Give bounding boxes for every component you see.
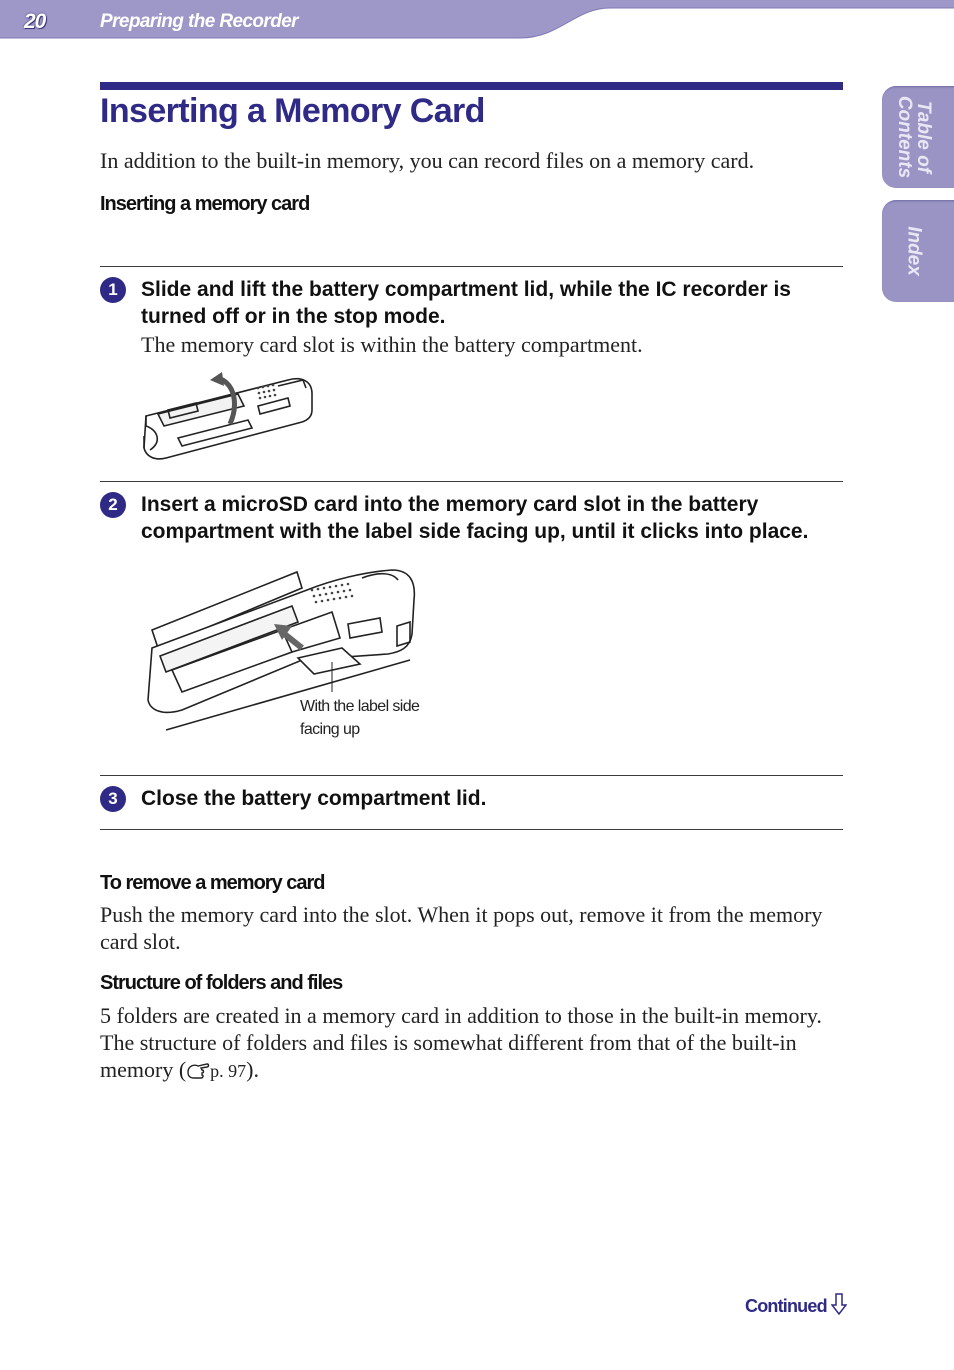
recorder-lid-illustration: [138, 366, 318, 466]
tab-toc-label: Table of Contents: [894, 95, 934, 179]
continued-label: Continued: [745, 1296, 827, 1316]
page-header: [0, 0, 954, 46]
step-divider: [100, 266, 843, 267]
structure-text-end: ).: [246, 1057, 259, 1082]
insert-caption: With the label side facing up: [300, 698, 420, 738]
structure-text-body: 5 folders are created in a memory card in addition to those in the built-in memory. The structure of folders and files is somewhat different from that of the built-in memory (: [100, 1003, 822, 1082]
section-title: Preparing the Recorder: [100, 11, 298, 32]
title-rule: [100, 82, 843, 90]
structure-text: [100, 1002, 830, 1085]
page-reference-link[interactable]: p. 97: [210, 1061, 247, 1081]
tab-table-of-contents[interactable]: [882, 86, 954, 188]
intro-text: In addition to the built-in memory, you can record files on a memory card.: [100, 148, 755, 173]
step-1-note: The memory card slot is within the battery compartment.: [141, 332, 643, 357]
remove-heading: To remove a memory card: [100, 872, 325, 894]
step-1-text: Slide and lift the battery compartment lid, while the IC recorder is turned off or in the stop mode.: [141, 278, 791, 328]
tab-index-label: Index: [903, 226, 925, 276]
step-divider: [100, 481, 843, 482]
tab-index[interactable]: [882, 200, 954, 302]
pointing-hand-icon: [186, 1060, 210, 1080]
page-title: Inserting a Memory Card: [100, 92, 485, 130]
step-divider: [100, 775, 843, 776]
inserting-heading: Inserting a memory card: [100, 193, 310, 215]
structure-heading: Structure of folders and files: [100, 972, 343, 994]
step-3-badge: 3: [100, 786, 126, 812]
down-arrow-icon: [831, 1293, 847, 1315]
continued-link[interactable]: [745, 1293, 847, 1317]
page-number: 20: [24, 10, 46, 33]
remove-text: Push the memory card into the slot. When it pops out, remove it from the memory card slot.: [100, 902, 823, 954]
step-1-badge: 1: [100, 277, 126, 303]
step-2-badge: 2: [100, 492, 126, 518]
step-divider: [100, 829, 843, 830]
step-3-text: Close the battery compartment lid.: [141, 787, 487, 810]
step-2-text: Insert a microSD card into the memory card slot in the battery compartment with the label side facing up, until it clicks into place.: [141, 493, 809, 543]
